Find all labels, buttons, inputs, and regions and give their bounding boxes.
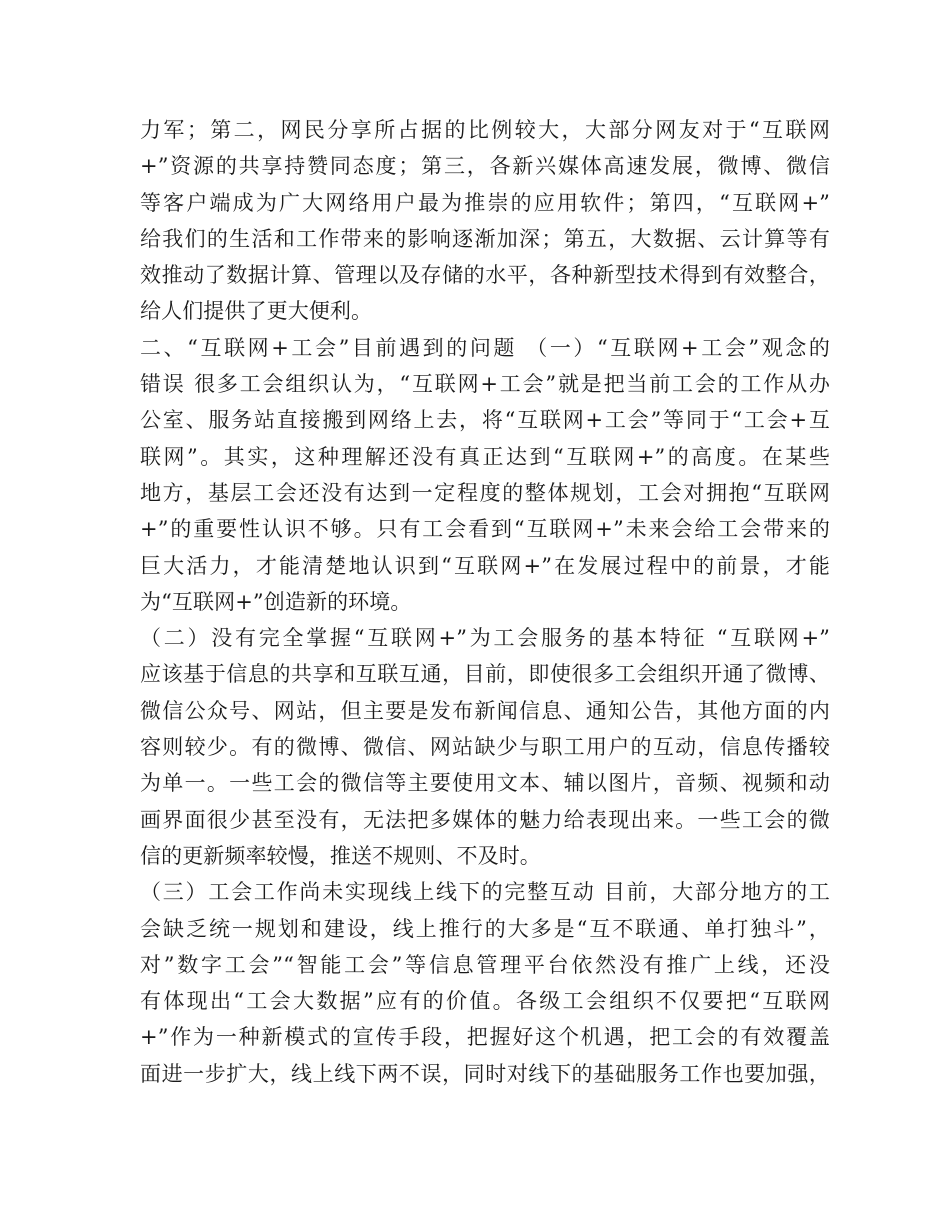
text-line: +”作为一种新模式的宣传手段，把握好这个机遇，把工会的有效覆盖 <box>140 1025 830 1050</box>
text-line: 巨大活力，才能清楚地认识到“互联网+”在发展过程中的前景，才能 <box>140 553 830 578</box>
text-line: 为“互联网+”创造新的环境。 <box>140 589 412 614</box>
text-line: 对”数字工会”“智能工会”等信息管理平台依然没有推广上线，还没 <box>140 952 830 977</box>
text-line: 画界面很少甚至没有，无法把多媒体的魅力给表现出来。一些工会的微 <box>140 807 830 832</box>
text-line: 二、“互联网+工会”目前遇到的问题 （一）“互联网+工会”观念的 <box>140 335 830 360</box>
text-line: 应该基于信息的共享和互联互通，目前，即使很多工会组织开通了微博、 <box>140 662 830 687</box>
text-line: 地方，基层工会还没有达到一定程度的整体规划，工会对拥抱“互联网 <box>140 480 830 505</box>
text-line: 给我们的生活和工作带来的影响逐渐加深；第五，大数据、云计算等有 <box>140 226 830 251</box>
text-line: 有体现出“工会大数据”应有的价值。各级工会组织不仅要把“互联网 <box>140 989 830 1014</box>
text-line: 公室、服务站直接搬到网络上去，将“互联网+工会”等同于“工会+互 <box>140 408 830 433</box>
text-line: 会缺乏统一规划和建设，线上推行的大多是“互不联通、单打独斗”， <box>140 916 830 941</box>
text-line: 给人们提供了更大便利。 <box>140 299 373 324</box>
text-line: 为单一。一些工会的微信等主要使用文本、辅以图片，音频、视频和动 <box>140 771 830 796</box>
body-text <box>140 112 830 1092</box>
text-line: 错误 很多工会组织认为，“互联网+工会”就是把当前工会的工作从办 <box>140 372 830 397</box>
text-line: 微信公众号、网站，但主要是发布新闻信息、通知公告，其他方面的内 <box>140 698 830 723</box>
text-line: （二）没有完全掌握“互联网+”为工会服务的基本特征 “互联网+” <box>140 626 830 651</box>
text-line: 等客户端成为广大网络用户最为推崇的应用软件；第四，“互联网+” <box>140 190 830 215</box>
text-line: 力军；第二，网民分享所占据的比例较大，大部分网友对于“互联网 <box>140 118 830 142</box>
text-line: （三）工会工作尚未实现线上线下的完整互动 目前，大部分地方的工 <box>140 880 830 905</box>
text-line: 联网”。其实，这种理解还没有真正达到“互联网+”的高度。在某些 <box>140 444 830 469</box>
text-line: 效推动了数据计算、管理以及存储的水平，各种新型技术得到有效整合， <box>140 263 830 288</box>
text-line: +”资源的共享持赞同态度；第三，各新兴媒体高速发展，微博、微信 <box>140 154 830 179</box>
text-line: 容则较少。有的微博、微信、网站缺少与职工用户的互动，信息传播较 <box>140 735 830 760</box>
text-line: +”的重要性认识不够。只有工会看到“互联网+”未来会给工会带来的 <box>140 517 830 542</box>
text-line: 面进一步扩大，线上线下两不误，同时对线下的基础服务工作也要加强， <box>140 1061 830 1086</box>
text-line: 信的更新频率较慢，推送不规则、不及时。 <box>140 843 541 868</box>
